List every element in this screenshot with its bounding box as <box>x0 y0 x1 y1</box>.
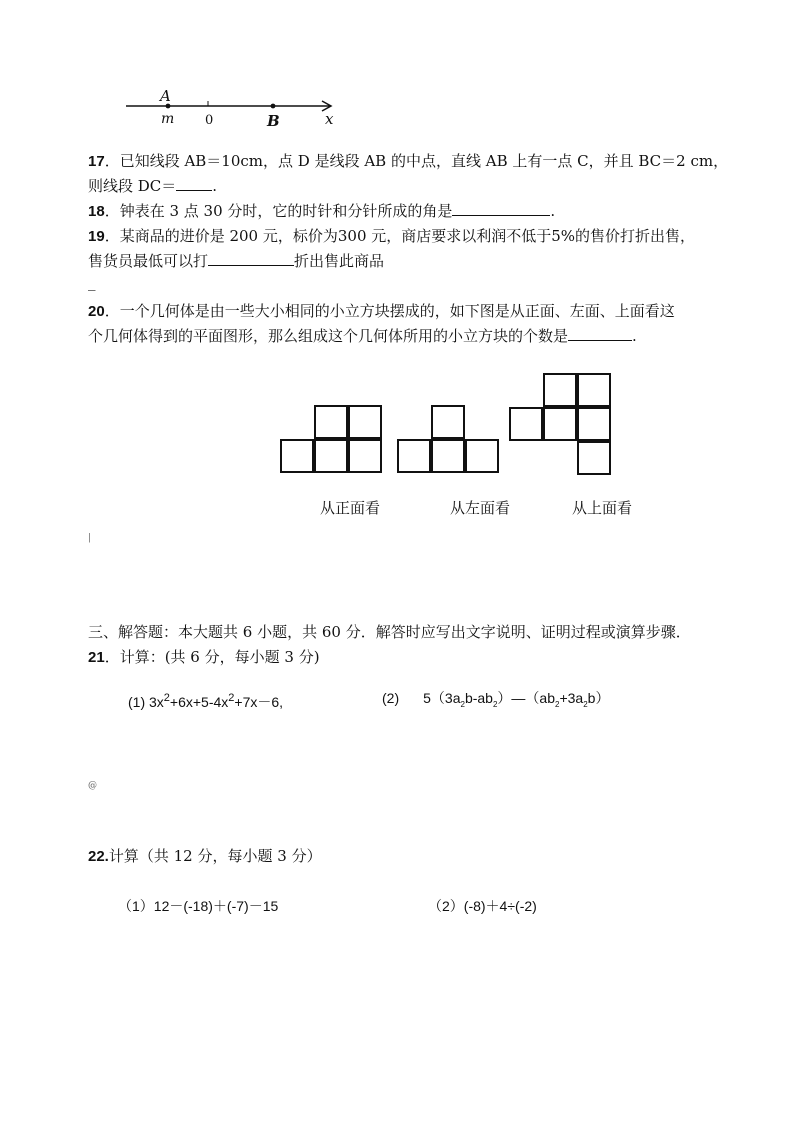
answer-blank[interactable] <box>452 201 550 216</box>
question-text: . <box>550 202 556 220</box>
question-text: 则线段 DC＝ <box>88 177 177 195</box>
question-17 <box>88 151 728 172</box>
question-text: ．一个几何体是由一些大小相同的小立方块摆成的，如下图是从正面、左面、上面看这 <box>104 302 675 320</box>
question-number: 21 <box>88 649 105 666</box>
question-22 <box>88 846 322 867</box>
label-a: A <box>160 87 171 105</box>
section-title: 三、解答题：本大题共 6 小题，共 60 分．解答时应写出文字说明、证明过程或演算步骤． <box>88 623 691 641</box>
question-number: 17 <box>88 153 105 170</box>
question-number: 19 <box>88 228 105 245</box>
expr: ）—（ab <box>497 690 555 706</box>
question-20 <box>88 301 675 322</box>
question-text: . <box>212 177 218 195</box>
question-21 <box>88 647 320 668</box>
cube <box>397 439 431 473</box>
cube <box>431 439 465 473</box>
cube <box>348 439 382 473</box>
question-number: 20 <box>88 303 105 320</box>
front-view-caption: 从正面看 <box>320 499 381 517</box>
left-view-caption: 从左面看 <box>450 499 511 517</box>
cube <box>314 439 348 473</box>
question-19 <box>88 226 695 247</box>
front-view-figure <box>280 405 384 475</box>
exponent: 2 <box>492 699 498 709</box>
question-text: 售货员最低可以打 <box>88 252 209 270</box>
label-b: B <box>267 112 280 130</box>
cube <box>577 441 611 475</box>
expr: 5（3a <box>423 690 461 706</box>
expr: b） <box>587 690 610 706</box>
expr: (1) 3x <box>128 694 164 710</box>
label-m: m <box>161 111 175 127</box>
question-text: ．某商品的进价是 200 元，标价为300 元，商店要求以利润不低于5%的售价打折出售， <box>104 227 696 245</box>
question-text: 计算（共 12 分，每小题 3 分） <box>108 847 322 865</box>
question-text: . <box>632 327 637 345</box>
label-zero: 0 <box>205 113 214 128</box>
stray-mark: | <box>88 533 92 543</box>
expr: +7x－6, <box>234 694 284 710</box>
answer-blank[interactable] <box>208 251 294 266</box>
exponent: 2 <box>228 692 235 704</box>
stray-mark: @ <box>88 781 97 791</box>
question-20-line2 <box>88 326 637 346</box>
question-text: 个几何体得到的平面图形，那么组成这个几何体所用的小立方块的个数是 <box>88 327 569 345</box>
label-x: x <box>325 110 334 128</box>
cube <box>509 407 543 441</box>
question-19-line2 <box>88 251 384 271</box>
question-text: ．计算：(共 6 分，每小题 3 分) <box>104 648 320 666</box>
exponent: 2 <box>555 699 560 709</box>
answer-blank[interactable] <box>568 326 632 341</box>
expr: b-ab <box>464 690 493 706</box>
cube <box>348 405 382 439</box>
expr: +6x+5-4x <box>169 694 229 710</box>
cube <box>314 405 348 439</box>
part-number: (2) <box>382 690 400 706</box>
exponent: 2 <box>163 692 170 704</box>
expr: +3a <box>559 690 584 706</box>
top-view-caption: 从上面看 <box>572 499 633 517</box>
exponent: 2 <box>460 699 465 709</box>
top-view-figure <box>509 373 613 477</box>
left-view-figure <box>397 405 501 475</box>
exponent: 2 <box>583 699 588 709</box>
question-number: 22. <box>88 848 109 865</box>
point-b <box>271 104 276 109</box>
cube <box>280 439 314 473</box>
cube <box>577 373 611 407</box>
question-21-part2 <box>382 688 609 715</box>
stray-mark: _ <box>88 273 96 291</box>
number-line <box>120 88 350 128</box>
answer-blank[interactable] <box>176 176 212 191</box>
question-18 <box>88 201 555 222</box>
question-text: ．已知线段 AB＝10cm，点 D 是线段 AB 的中点，直线 AB 上有一点 C，并且 BC＝2 cm， <box>104 152 729 170</box>
cube <box>543 407 577 441</box>
question-22-part1: （1）12－(-18)＋(-7)－15 <box>118 898 279 914</box>
question-text: ．钟表在 3 点 30 分时，它的时针和分针所成的角是 <box>104 202 453 220</box>
question-22-part2: （2）(-8)＋4÷(-2) <box>428 898 537 914</box>
question-17-line2 <box>88 176 217 196</box>
question-number: 18 <box>88 203 105 220</box>
cube <box>431 405 465 439</box>
question-text: 折出售此商品 <box>294 252 385 270</box>
question-21-part1 <box>128 688 283 712</box>
cube <box>465 439 499 473</box>
cube <box>577 407 611 441</box>
cube <box>543 373 577 407</box>
